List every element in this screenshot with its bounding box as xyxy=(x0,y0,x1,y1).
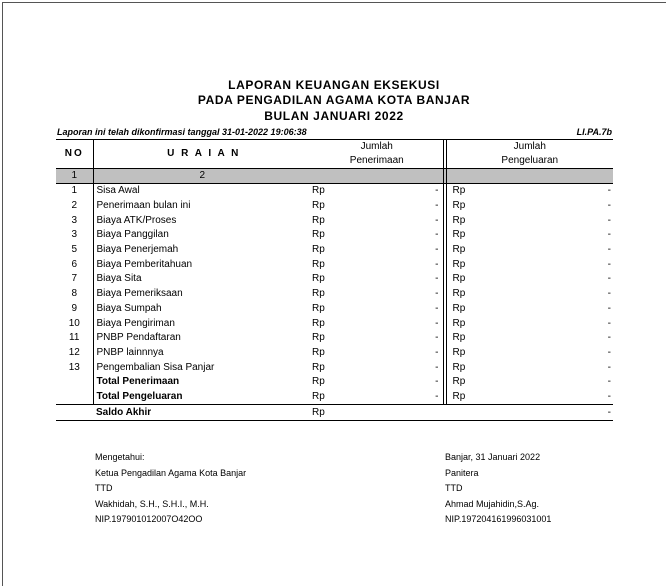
signature-left xyxy=(95,450,246,528)
pengeluaran-currency: Rp xyxy=(452,317,466,329)
penerimaan-value: - xyxy=(341,331,443,346)
header-penerimaan-line1: Jumlah xyxy=(360,141,393,152)
index-blank xyxy=(341,169,443,184)
pengeluaran-currency: Rp xyxy=(452,244,466,256)
penerimaan-value: - xyxy=(341,360,443,375)
row-no: 11 xyxy=(56,331,93,346)
pengeluaran-currency: Rp xyxy=(452,185,466,197)
header-penerimaan-line2: Penerimaan xyxy=(349,155,404,166)
index-blank xyxy=(476,169,613,184)
penerimaan-currency: Rp xyxy=(312,258,325,270)
header-uraian: U R A I A N xyxy=(93,140,311,169)
pengeluaran-currency: Rp xyxy=(452,214,466,226)
pengeluaran-value: - xyxy=(476,405,613,421)
row-no: 3 xyxy=(56,228,93,243)
row-no: 9 xyxy=(56,302,93,317)
penerimaan-currency: Rp xyxy=(312,185,325,197)
pengeluaran-currency: Rp xyxy=(452,346,466,358)
pengeluaran-value: - xyxy=(607,200,612,212)
penerimaan-currency: Rp xyxy=(312,361,325,373)
sig-right-position: Panitera xyxy=(445,467,479,478)
column-index-row xyxy=(56,169,613,184)
penerimaan-value: - xyxy=(341,287,443,302)
pengeluaran-value: - xyxy=(607,214,612,226)
pengeluaran-value: - xyxy=(607,273,612,285)
pengeluaran-value: - xyxy=(607,288,612,300)
pengeluaran-value: - xyxy=(607,376,612,388)
report-subtitle-month: BULAN JANUARI 2022 xyxy=(264,109,404,123)
pengeluaran-currency: Rp xyxy=(452,376,466,388)
finance-table xyxy=(56,139,613,421)
penerimaan-currency: Rp xyxy=(312,229,325,241)
confirmation-note: Laporan ini telah dikonfirmasi tanggal 31-01-2022 19:06:38 xyxy=(57,127,307,137)
penerimaan-currency: Rp xyxy=(312,288,325,300)
row-no: 7 xyxy=(56,272,93,287)
index-blank xyxy=(311,169,341,184)
penerimaan-value: - xyxy=(341,272,443,287)
row-no: 12 xyxy=(56,346,93,361)
row-no xyxy=(56,405,93,421)
sig-left-ttd: TTD xyxy=(95,483,113,493)
penerimaan-value: - xyxy=(341,316,443,331)
sig-right-ttd: TTD xyxy=(445,483,463,493)
form-code: LI.PA.7b xyxy=(576,127,612,137)
pengeluaran-value: - xyxy=(607,302,612,314)
penerimaan-currency: Rp xyxy=(312,200,325,212)
table-row xyxy=(56,302,613,317)
sig-right-nip: NIP.197204161996031001 xyxy=(445,514,552,524)
table-row xyxy=(56,331,613,346)
penerimaan-value: - xyxy=(341,302,443,317)
sig-right-name: Ahmad Mujahidin,S.Ag. xyxy=(445,498,540,509)
saldo-akhir-row xyxy=(56,405,613,421)
header-pengeluaran xyxy=(446,140,613,169)
pengeluaran-value: - xyxy=(607,361,612,373)
penerimaan-currency: Rp xyxy=(312,302,325,314)
total-pengeluaran-row xyxy=(56,390,613,405)
header-pengeluaran-line1: Jumlah xyxy=(513,141,546,152)
row-no: 6 xyxy=(56,257,93,272)
row-no: 13 xyxy=(56,360,93,375)
row-label: PNBP lainnnya xyxy=(96,346,164,358)
table-row xyxy=(56,272,613,287)
pengeluaran-value: - xyxy=(607,185,612,197)
pengeluaran-currency: Rp xyxy=(452,273,466,285)
pengeluaran-value: - xyxy=(607,346,612,358)
row-label: Biaya ATK/Proses xyxy=(96,214,177,226)
pengeluaran-value: - xyxy=(607,229,612,241)
pengeluaran-currency: Rp xyxy=(452,302,466,314)
row-label: Sisa Awal xyxy=(96,185,140,197)
pengeluaran-currency: Rp xyxy=(452,288,466,300)
total-penerimaan-row xyxy=(56,375,613,390)
sig-left-position: Ketua Pengadilan Agama Kota Banjar xyxy=(95,467,247,478)
penerimaan-currency: Rp xyxy=(312,214,325,226)
penerimaan-currency: Rp xyxy=(312,332,325,344)
table-row xyxy=(56,243,613,258)
penerimaan-value: - xyxy=(341,184,443,199)
row-label: Biaya Pemeriksaan xyxy=(96,288,183,300)
index-blank xyxy=(446,169,476,184)
penerimaan-currency: Rp xyxy=(312,317,325,329)
penerimaan-currency: Rp xyxy=(312,244,325,256)
row-label: PNBP Pendaftaran xyxy=(96,332,181,344)
header-penerimaan xyxy=(311,140,443,169)
row-no: 3 xyxy=(56,213,93,228)
table-row xyxy=(56,213,613,228)
row-label: Total Pengeluaran xyxy=(96,390,183,402)
index-no: 1 xyxy=(56,169,93,184)
sig-left-nip: NIP.197901012007O42OO xyxy=(95,514,203,524)
sig-left-acknowledge: Mengetahui: xyxy=(95,452,145,462)
header-no: NO xyxy=(56,140,93,169)
penerimaan-currency: Rp xyxy=(311,405,341,421)
sig-right-date: Banjar, 31 Januari 2022 xyxy=(445,452,541,462)
row-label: Biaya Sita xyxy=(96,273,142,285)
report-title: LAPORAN KEUANGAN EKSEKUSI xyxy=(228,78,440,92)
row-label: Biaya Pengiriman xyxy=(96,317,175,329)
row-no xyxy=(56,390,93,405)
penerimaan-value: - xyxy=(341,257,443,272)
pengeluaran-currency: Rp xyxy=(452,258,466,270)
table-row xyxy=(56,346,613,361)
row-label: Pengembalian Sisa Panjar xyxy=(96,361,215,373)
row-no: 10 xyxy=(56,316,93,331)
row-label: Penerimaan bulan ini xyxy=(96,200,191,212)
penerimaan-value: - xyxy=(341,243,443,258)
penerimaan-value: - xyxy=(341,390,443,405)
row-label: Biaya Panggilan xyxy=(96,229,169,241)
row-no: 5 xyxy=(56,243,93,258)
table-row xyxy=(56,257,613,272)
penerimaan-currency: Rp xyxy=(312,273,325,285)
pengeluaran-currency: Rp xyxy=(452,229,466,241)
row-no: 1 xyxy=(56,184,93,199)
report-subtitle-court: PADA PENGADILAN AGAMA KOTA BANJAR xyxy=(197,93,471,107)
penerimaan-currency: Rp xyxy=(312,346,325,358)
row-no: 2 xyxy=(56,199,93,214)
pengeluaran-currency xyxy=(446,405,476,421)
header-pengeluaran-line2: Pengeluaran xyxy=(501,155,559,166)
table-row xyxy=(56,316,613,331)
penerimaan-currency: Rp xyxy=(312,390,325,402)
pengeluaran-value: - xyxy=(607,317,612,329)
row-label: Biaya Sumpah xyxy=(96,302,162,314)
penerimaan-currency: Rp xyxy=(312,376,325,388)
penerimaan-value: - xyxy=(341,375,443,390)
row-no: 8 xyxy=(56,287,93,302)
penerimaan-value: - xyxy=(341,228,443,243)
pengeluaran-currency: Rp xyxy=(452,390,466,402)
table-row xyxy=(56,199,613,214)
pengeluaran-value: - xyxy=(607,244,612,256)
pengeluaran-currency: Rp xyxy=(452,332,466,344)
table-header-row xyxy=(56,140,613,169)
table-row xyxy=(56,360,613,375)
table-row xyxy=(56,184,613,199)
sig-left-name: Wakhidah, S.H., S.H.I., M.H. xyxy=(95,498,209,509)
pengeluaran-value: - xyxy=(607,332,612,344)
index-uraian: 2 xyxy=(93,169,311,184)
row-no xyxy=(56,375,93,390)
signature-right xyxy=(445,450,551,528)
penerimaan-value: - xyxy=(341,346,443,361)
pengeluaran-value: - xyxy=(607,258,612,270)
row-label: Saldo Akhir xyxy=(93,405,311,421)
penerimaan-value xyxy=(341,405,443,421)
penerimaan-value: - xyxy=(341,199,443,214)
pengeluaran-value: - xyxy=(607,390,612,402)
pengeluaran-currency: Rp xyxy=(452,200,466,212)
row-label: Biaya Pemberitahuan xyxy=(96,258,193,270)
row-label: Biaya Penerjemah xyxy=(96,244,179,256)
row-label: Total Penerimaan xyxy=(96,376,180,388)
penerimaan-value: - xyxy=(341,213,443,228)
table-row xyxy=(56,287,613,302)
pengeluaran-currency: Rp xyxy=(452,361,466,373)
table-row xyxy=(56,228,613,243)
